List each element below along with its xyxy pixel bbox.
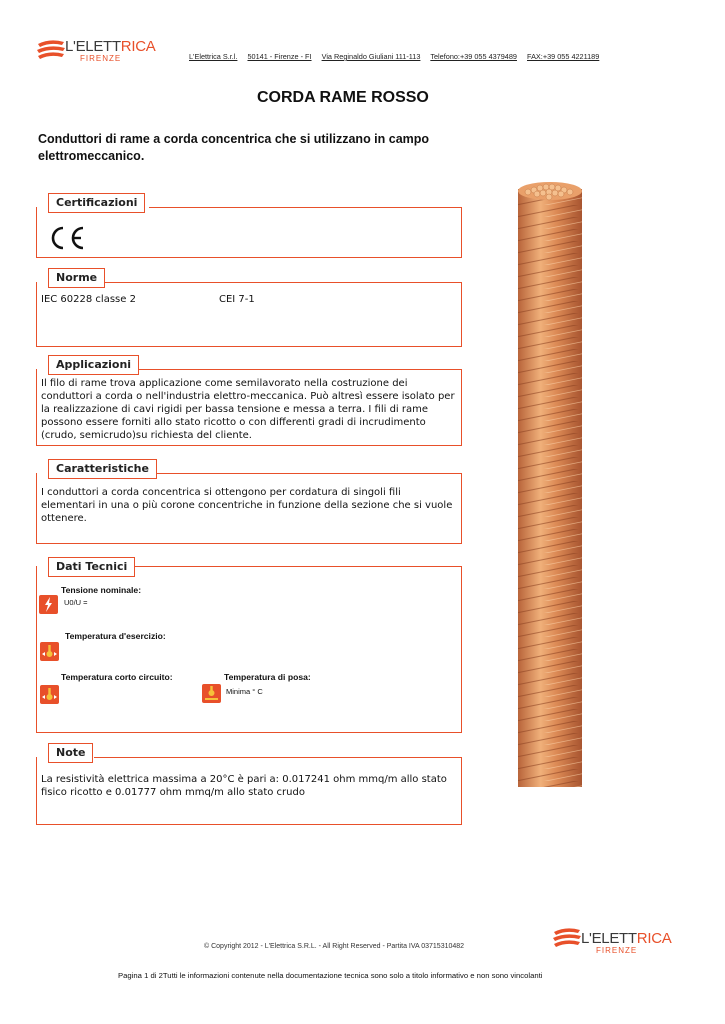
section-norme-title: Norme <box>48 268 105 288</box>
section-norme <box>36 282 462 347</box>
section-applicazioni-title: Applicazioni <box>48 355 139 375</box>
temp-posa-value: Minima ° C <box>226 687 263 696</box>
company-logo <box>36 36 156 66</box>
temp-esercizio-icon <box>40 642 59 661</box>
temp-posa-icon <box>202 684 221 703</box>
ce-mark-icon <box>46 225 86 256</box>
norme-item-1: IEC 60228 classe 2 <box>41 294 136 305</box>
header-fax: FAX:+39 055 4221189 <box>527 52 600 61</box>
temp-corto-circuito-label: Temperatura corto circuito: <box>61 672 173 682</box>
section-certificazioni-title: Certificazioni <box>48 193 145 213</box>
header-postal: 50141 - Firenze - FI <box>247 52 312 61</box>
section-dati-tecnici-title: Dati Tecnici <box>48 557 135 577</box>
footer-logo-text-accent: RICA <box>636 930 672 947</box>
temp-corto-circuito-icon <box>40 685 59 704</box>
section-caratteristiche-title: Caratteristiche <box>48 459 157 479</box>
footer-logo-sub-2: RENZE <box>605 946 638 955</box>
header-phone: Telefono:+39 055 4379489 <box>430 52 517 61</box>
note-text: La resistività elettrica massima a 20°C è pari a: 0.017241 ohm mmq/m allo stato fisico ricotto e 0.01777 ohm mmq/m allo stato crudo <box>41 774 447 798</box>
header-address: Via Reginaldo Giuliani 111-113 <box>321 52 421 61</box>
footer-page-info: Pagina 1 di 2Tutti le informazioni contenute nella documentazione tecnica sono solo a titolo informativo e non sono vincolanti <box>118 971 543 980</box>
temp-posa-label: Temperatura di posa: <box>224 672 311 682</box>
voltage-icon <box>39 595 58 614</box>
caratteristiche-text: I conduttori a corda concentrica si ottengono per cordatura di singoli fili elementari in una o più corone concentriche in funzione della sezione che si vuole ottenere. <box>41 487 453 524</box>
footer-logo-swoosh-icon <box>552 924 582 952</box>
logo-text-accent: RICA <box>120 38 156 55</box>
logo-text-main: L'ELETT <box>65 38 121 55</box>
section-note-title: Note <box>48 743 93 763</box>
footer-company-logo <box>552 924 672 955</box>
temp-esercizio-label: Temperatura d'esercizio: <box>65 631 166 641</box>
page-title: CORDA RAME ROSSO <box>257 89 429 106</box>
header-contact-info <box>189 52 607 61</box>
logo-sub-1: FI <box>80 54 90 63</box>
page-subtitle: Conduttori di rame a corda concentrica che si utilizzano in campo elettromeccanico. <box>38 132 430 163</box>
applicazioni-text: Il filo di rame trova applicazione come semilavorato nella costruzione dei conduttori a corda o nell'industria elettro-meccanica. Può altresì essere isolato per la realizzazione di cavi rigidi per bassa tensione e messa a terra. I fili di rame possono essere forniti allo stato ricotto o con differenti gradi di incrudimento (crudo, semicrudo)su richiesta del cliente. <box>41 378 455 441</box>
footer-logo-sub-1: FI <box>596 946 606 955</box>
copper-strand-image <box>516 181 586 792</box>
logo-sub-2: RENZE <box>89 54 122 63</box>
section-certificazioni <box>36 207 462 258</box>
footer-logo-text-main: L'ELETT <box>581 930 637 947</box>
tensione-nominale-label: Tensione nominale: <box>61 585 142 595</box>
norme-item-2: CEI 7-1 <box>219 294 255 305</box>
header-company: L'Elettrica S.r.l. <box>189 52 238 61</box>
logo-swoosh-icon <box>36 36 66 64</box>
tensione-nominale-value: U0/U = <box>64 598 88 607</box>
footer-copyright: © Copyright 2012 - L'Elettrica S.R.L. - All Right Reserved - Partita IVA 03715310482 <box>204 943 465 950</box>
